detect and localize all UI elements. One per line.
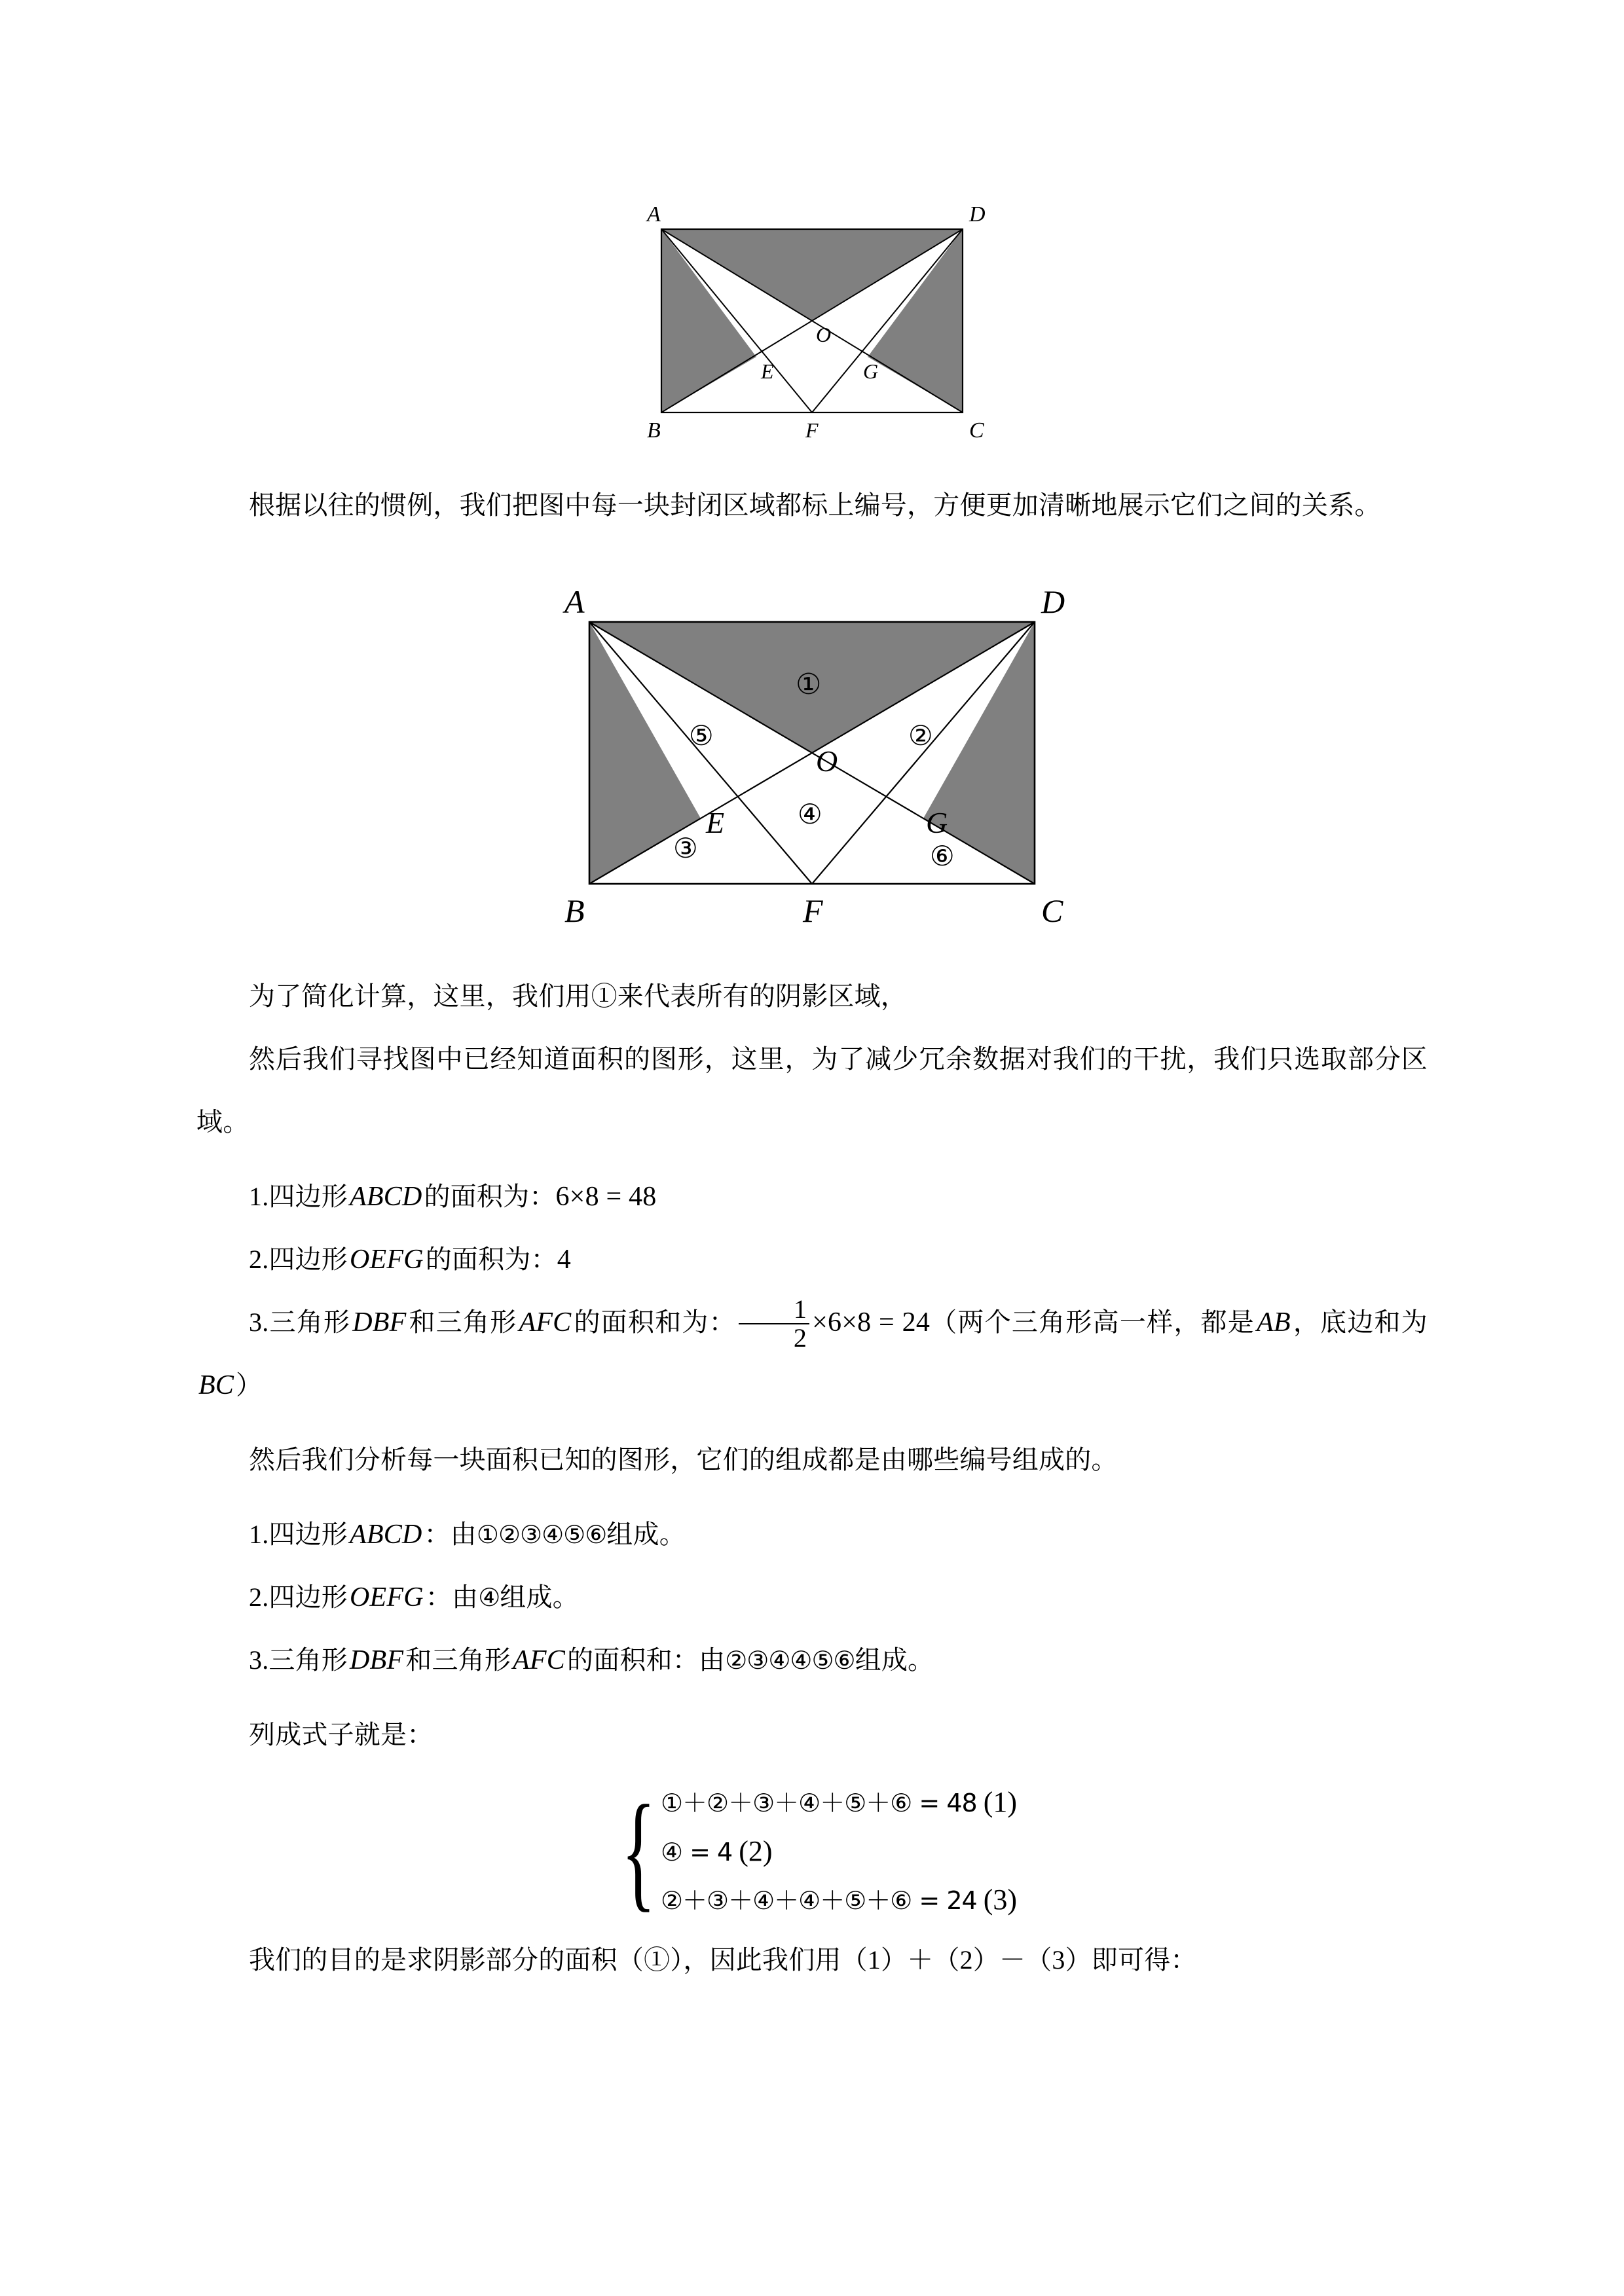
item3-expression: ×6×8 = 24 (812, 1307, 931, 1338)
figure2-label-C: C (1041, 892, 1063, 929)
figure1-label-F: F (805, 418, 819, 442)
item1-number: 1. (249, 1182, 269, 1211)
figure2-region-2: ② (908, 720, 933, 752)
known-area-item-2 (196, 1228, 1428, 1291)
paragraph-1: 根据以往的惯例，我们把图中每一块封闭区域都标上编号，方便更加清晰地展示它们之间的关系。 (249, 490, 1381, 520)
composition-item-2 (196, 1566, 1428, 1629)
paragraph-3-block (196, 1028, 1428, 1154)
figure2-region-3: ③ (673, 832, 698, 864)
comp2-shape: OEFG (350, 1582, 424, 1613)
item2-expression: 4 (557, 1245, 571, 1275)
comp1-regions: ①②③④⑤⑥ (476, 1520, 607, 1549)
equation-line-1 (661, 1786, 1017, 1819)
paragraph-4-block (196, 1429, 1428, 1491)
paragraph-2: 为了简化计算，这里，我们用①来代表所有的阴影区域， (249, 981, 907, 1011)
figure-2-container (196, 576, 1428, 943)
figure1-label-C: C (969, 418, 984, 443)
known-areas-list (196, 1165, 1428, 1417)
equation-3-body: ②＋③＋④＋④＋⑤＋⑥ = 24 (660, 1886, 977, 1916)
equation-system (607, 1778, 1018, 1923)
paragraph-5-block (196, 1704, 1428, 1766)
item3-note-shape-b: BC (198, 1370, 234, 1400)
comp2-text-before: 四边形 (268, 1582, 348, 1612)
item1-shape: ABCD (350, 1182, 422, 1212)
fraction-denominator: 2 (739, 1323, 809, 1352)
composition-list (196, 1503, 1428, 1692)
composition-item-1 (196, 1503, 1428, 1566)
equation-lines (661, 1786, 1017, 1917)
item3-text-after: 的面积和为： (573, 1307, 736, 1337)
comp2-text-mid: ：由 (425, 1582, 479, 1612)
left-brace-symbol: { (621, 1778, 656, 1923)
item3-text-mid: 和三角形 (408, 1307, 517, 1337)
comp3-text-mid: 和三角形 (405, 1645, 511, 1675)
figure2-label-E: E (706, 806, 725, 839)
known-area-item-3 (196, 1291, 1428, 1417)
item3-note-close: ） (236, 1370, 263, 1400)
figure1-label-O: O (816, 323, 832, 346)
comp1-shape: ABCD (350, 1520, 422, 1550)
comp3-text-before: 三角形 (268, 1645, 348, 1675)
item3-note-shape-a: AB (1257, 1307, 1291, 1338)
figure2-label-F: F (803, 892, 823, 929)
paragraph-6: 我们的目的是求阴影部分的面积（①），因此我们用（1）＋（2）－（3）即可得： (249, 1944, 1197, 1975)
equation-line-2 (661, 1835, 1017, 1868)
figure1-label-E: E (761, 359, 774, 383)
comp3-text-mid2: 的面积和：由 (567, 1645, 726, 1675)
rectangle-abcd-shaded-diagram-small (616, 190, 1008, 452)
item1-expression: 6×8 = 48 (555, 1182, 657, 1212)
figure2-region-6: ⑥ (930, 840, 955, 872)
known-area-item-1 (196, 1165, 1428, 1228)
equation-line-3 (661, 1884, 1017, 1917)
item3-note-open: （两个三角形高一样，都是 (930, 1307, 1255, 1337)
item2-text-after: 的面积为： (425, 1245, 557, 1274)
figure1-label-A: A (647, 202, 661, 227)
figure2-region-5: ⑤ (689, 720, 714, 752)
comp1-text-mid: ：由 (424, 1520, 477, 1549)
comp1-text-before: 四边形 (268, 1520, 348, 1549)
rectangle-abcd-shaded-diagram-numbered (517, 576, 1107, 943)
item3-number: 3. (249, 1307, 269, 1337)
figure1-label-B: B (647, 418, 661, 443)
figure2-label-A: A (564, 583, 585, 620)
item3-note-mid: ，底边和为 (1292, 1307, 1428, 1337)
paragraph-3: 然后我们寻找图中已经知道面积的图形，这里，为了减少冗余数据对我们的干扰，我们只选取部分区域。 (196, 1044, 1428, 1137)
figure2-label-G: G (926, 806, 948, 839)
paragraph-5: 列成式子就是： (249, 1720, 434, 1749)
figure1-label-G: G (863, 359, 879, 383)
comp3-text-after: 组成。 (855, 1645, 934, 1675)
figure2-label-D: D (1041, 583, 1065, 620)
equation-1-body: ①＋②＋③＋④＋⑤＋⑥ = 48 (660, 1789, 977, 1817)
figure-1-container (196, 190, 1428, 452)
comp3-regions: ②③④④⑤⑥ (725, 1646, 855, 1675)
item1-text-before: 四边形 (268, 1182, 348, 1211)
item3-shape-b: AFC (519, 1307, 572, 1338)
comp1-text-after: 组成。 (606, 1520, 686, 1549)
composition-item-3 (196, 1629, 1428, 1692)
comp3-shape-b: AFC (513, 1645, 566, 1675)
comp2-text-after: 组成。 (500, 1582, 579, 1612)
figure1-label-D: D (969, 202, 986, 227)
paragraph-1-block (196, 474, 1428, 537)
comp3-number: 3. (249, 1645, 269, 1675)
item2-number: 2. (249, 1245, 269, 1274)
equation-3-tag: (3) (983, 1884, 1018, 1916)
item2-shape: OEFG (350, 1245, 424, 1275)
comp2-number: 2. (249, 1582, 269, 1612)
equation-system-container (196, 1778, 1428, 1923)
fraction-numerator: 1 (793, 1294, 807, 1324)
equation-1-tag: (1) (983, 1786, 1018, 1818)
item1-text-after: 的面积为： (424, 1182, 556, 1211)
item3-shape-a: DBF (352, 1307, 407, 1338)
comp2-regions: ④ (478, 1583, 500, 1612)
paragraph-4: 然后我们分析每一块面积已知的图形，它们的组成都是由哪些编号组成的。 (249, 1445, 1118, 1474)
paragraph-6-block (196, 1929, 1428, 1992)
figure2-label-B: B (564, 892, 585, 929)
figure2-region-1: ① (796, 668, 822, 701)
item3-text-before: 三角形 (268, 1307, 351, 1337)
equation-2-tag: (2) (739, 1834, 773, 1867)
fraction-one-half (739, 1296, 809, 1352)
comp1-number: 1. (249, 1520, 269, 1549)
item2-text-before: 四边形 (268, 1245, 348, 1274)
document-content (196, 0, 1428, 1992)
paragraph-2-block (196, 965, 1428, 1028)
figure2-label-O: O (816, 744, 838, 778)
comp3-shape-a: DBF (350, 1645, 404, 1675)
equation-2-body: ④ = 4 (660, 1837, 733, 1867)
figure2-region-4: ④ (798, 798, 822, 830)
